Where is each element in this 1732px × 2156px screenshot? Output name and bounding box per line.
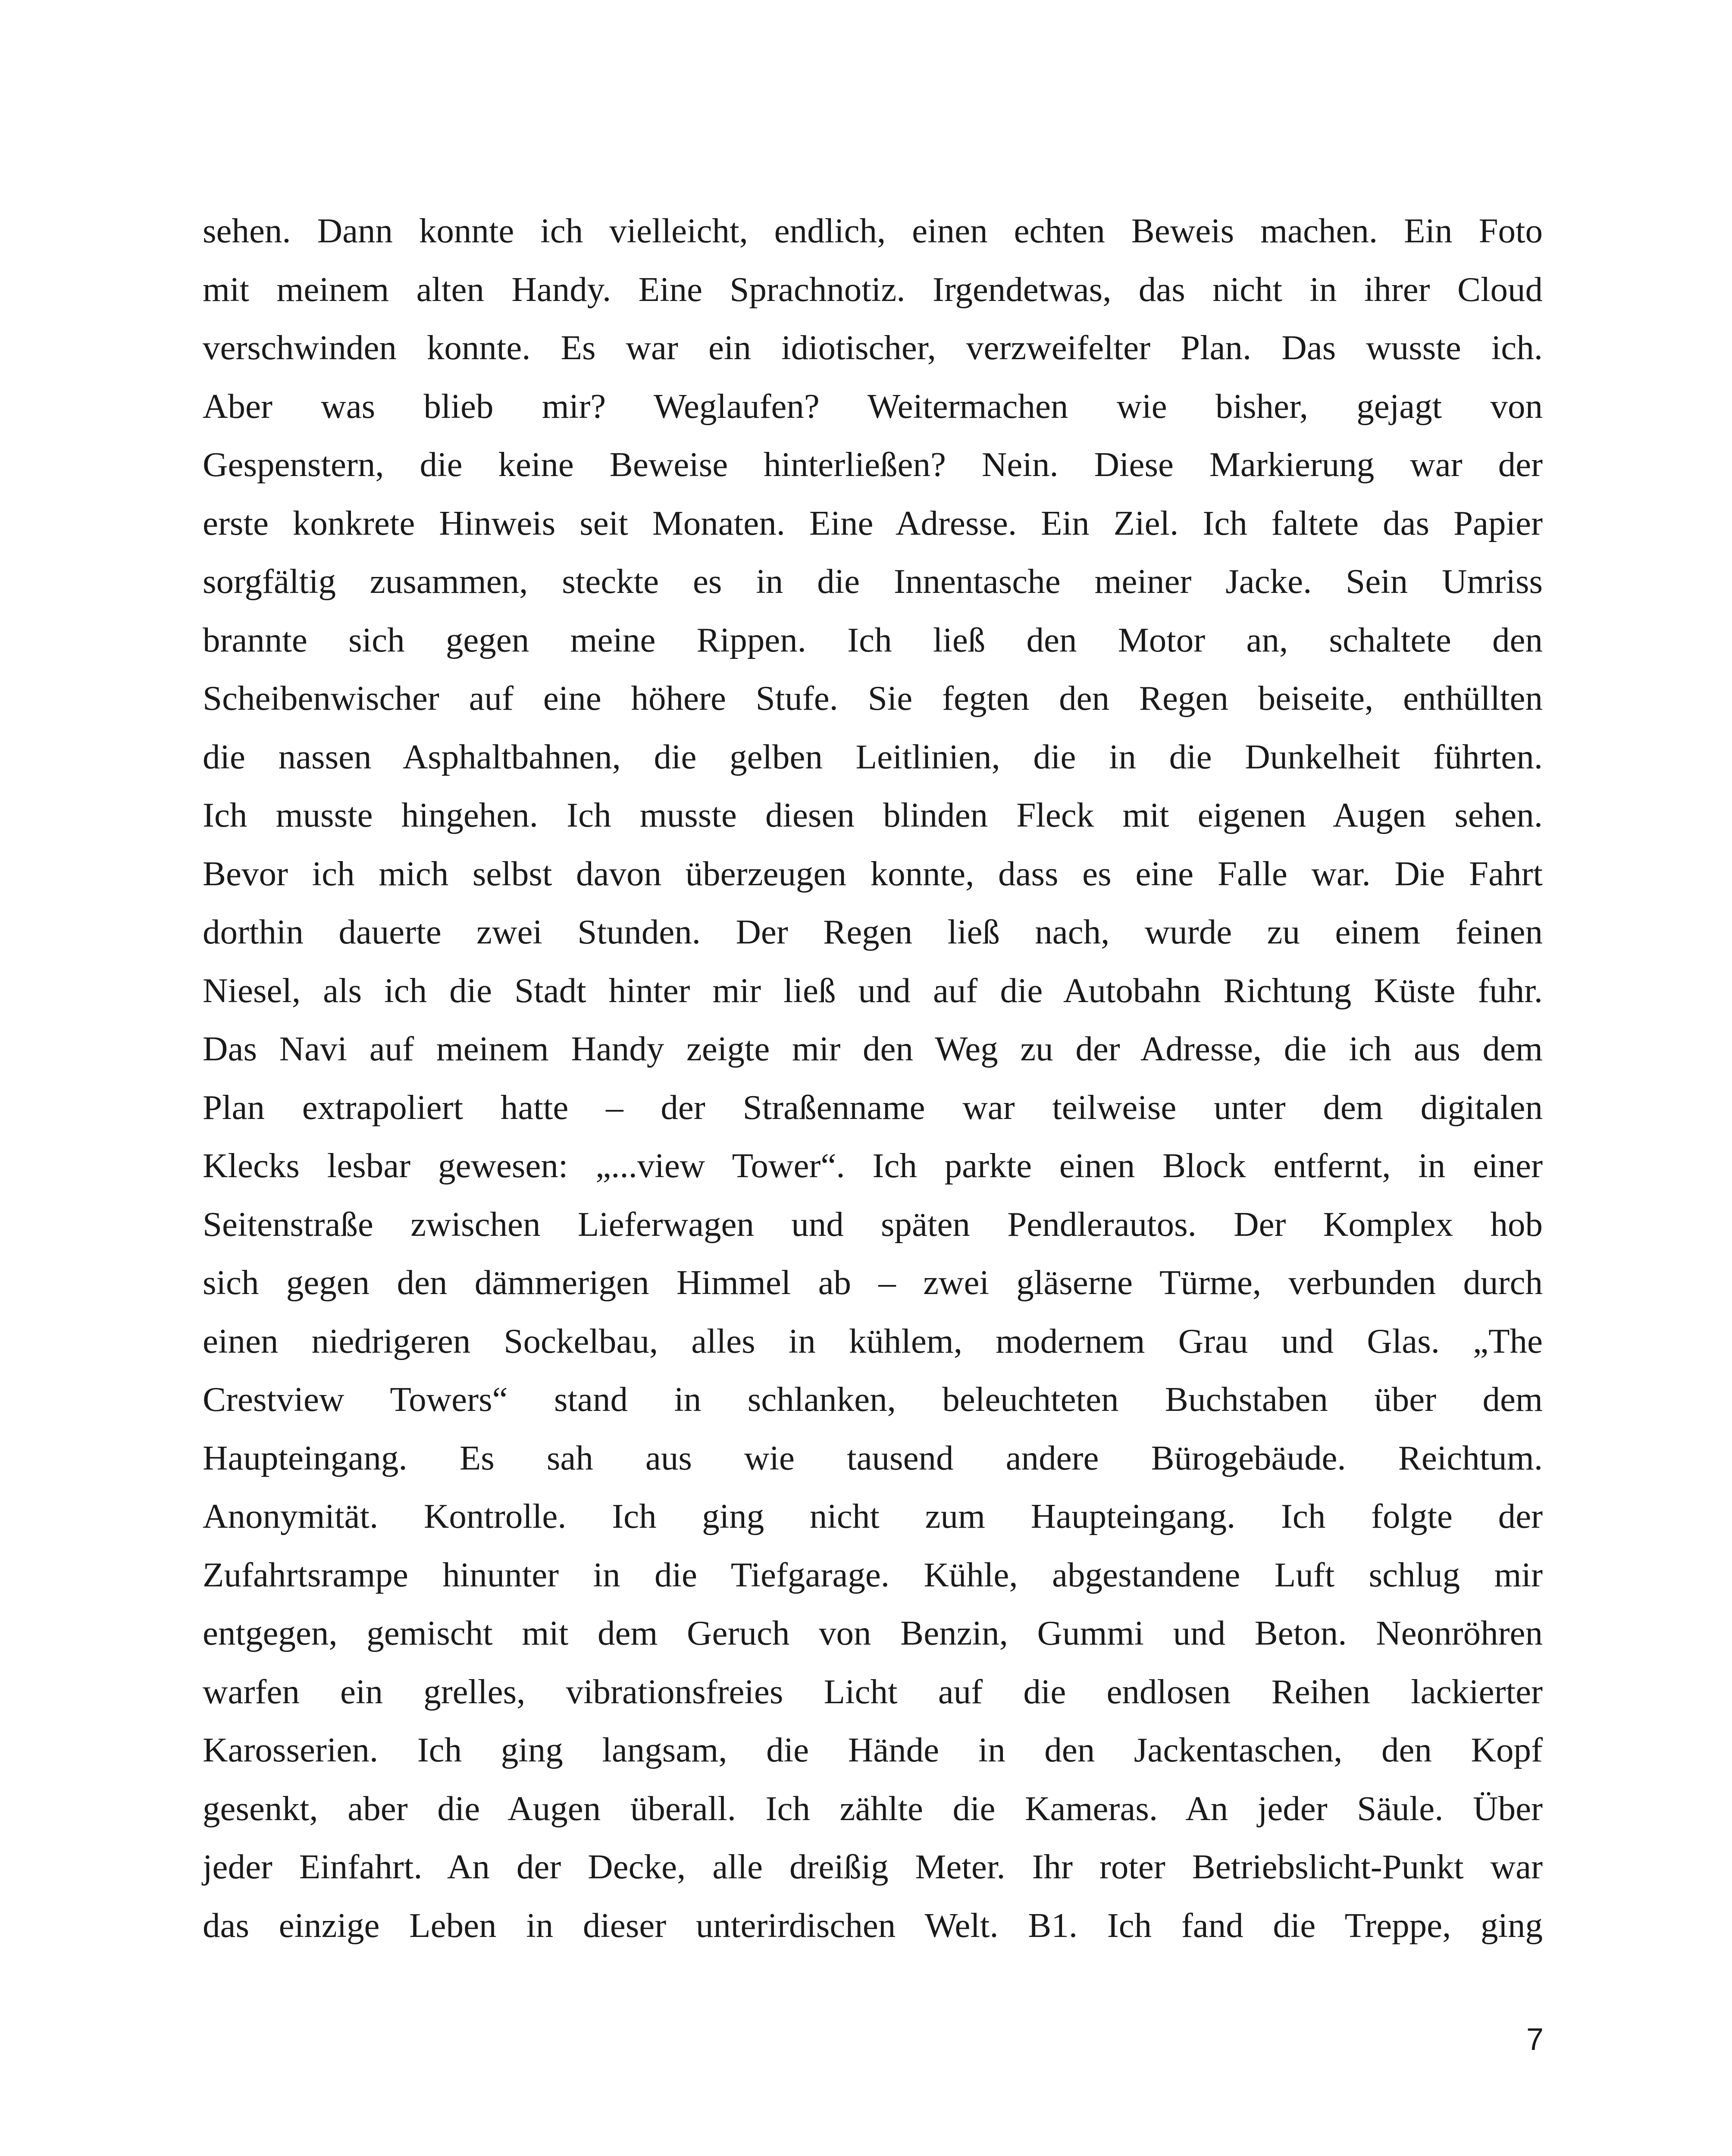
text-line: Klecks lesbar gewesen: „...view Tower“. Ich parkte einen Block entfernt, in einer bbox=[203, 1146, 1543, 1185]
text-line: Anonymität. Kontrolle. Ich ging nicht zum Haupteingang. Ich folgte der bbox=[203, 1497, 1543, 1536]
text-line: Scheibenwischer auf eine höhere Stufe. Sie fegten den Regen beiseite, enthüllten bbox=[203, 679, 1543, 718]
text-line: brannte sich gegen meine Rippen. Ich ließ den Motor an, schaltete den bbox=[203, 620, 1543, 659]
text-line: sehen. Dann konnte ich vielleicht, endlich, einen echten Beweis machen. Ein Foto bbox=[203, 211, 1543, 250]
text-line: Crestview Towers“ stand in schlanken, beleuchteten Buchstaben über dem bbox=[203, 1380, 1543, 1419]
text-line: Karosserien. Ich ging langsam, die Hände in den Jackentaschen, den Kopf bbox=[203, 1730, 1543, 1769]
text-line: warfen ein grelles, vibrationsfreies Licht auf die endlosen Reihen lackierter bbox=[203, 1672, 1543, 1711]
text-line: die nassen Asphaltbahnen, die gelben Leitlinien, die in die Dunkelheit führten. bbox=[203, 737, 1543, 776]
text-line: verschwinden konnte. Es war ein idiotischer, verzweifelter Plan. Das wusste ich. bbox=[203, 328, 1543, 367]
text-line: Das Navi auf meinem Handy zeigte mir den Weg zu der Adresse, die ich aus dem bbox=[203, 1029, 1543, 1068]
page-number: 7 bbox=[1526, 2022, 1544, 2057]
text-line: gesenkt, aber die Augen überall. Ich zählte die Kameras. An jeder Säule. Über bbox=[203, 1789, 1543, 1828]
text-line: dorthin dauerte zwei Stunden. Der Regen ließ nach, wurde zu einem feinen bbox=[203, 912, 1543, 951]
text-line: entgegen, gemischt mit dem Geruch von Benzin, Gummi und Beton. Neonröhren bbox=[203, 1614, 1543, 1652]
text-line: Zufahrtsrampe hinunter in die Tiefgarage. Kühle, abgestandene Luft schlug mir bbox=[203, 1555, 1543, 1594]
body-text bbox=[203, 202, 1543, 1955]
text-line: einen niedrigeren Sockelbau, alles in kühlem, modernem Grau und Glas. „The bbox=[203, 1321, 1543, 1360]
text-line: Plan extrapoliert hatte – der Straßenname war teilweise unter dem digitalen bbox=[203, 1087, 1543, 1127]
text-line: Bevor ich mich selbst davon überzeugen konnte, dass es eine Falle war. Die Fahrt bbox=[203, 854, 1543, 893]
text-line: erste konkrete Hinweis seit Monaten. Eine Adresse. Ein Ziel. Ich faltete das Papier bbox=[203, 503, 1543, 542]
text-line: jeder Einfahrt. An der Decke, alle dreißig Meter. Ihr roter Betriebslicht-Punkt war bbox=[203, 1847, 1543, 1886]
text-line: Haupteingang. Es sah aus wie tausend andere Bürogebäude. Reichtum. bbox=[203, 1438, 1543, 1477]
text-line: das einzige Leben in dieser unterirdischen Welt. B1. Ich fand die Treppe, ging bbox=[203, 1905, 1543, 1945]
text-line: mit meinem alten Handy. Eine Sprachnotiz. Irgendetwas, das nicht in ihrer Cloud bbox=[203, 270, 1543, 309]
text-line: Ich musste hingehen. Ich musste diesen blinden Fleck mit eigenen Augen sehen. bbox=[203, 796, 1543, 834]
text-line: Seitenstraße zwischen Lieferwagen und späten Pendlerautos. Der Komplex hob bbox=[203, 1204, 1543, 1244]
text-line: Aber was blieb mir? Weglaufen? Weitermachen wie bisher, gejagt von bbox=[203, 386, 1543, 426]
text-line: Niesel, als ich die Stadt hinter mir ließ und auf die Autobahn Richtung Küste fuhr. bbox=[203, 971, 1543, 1010]
text-line: sorgfältig zusammen, steckte es in die Innentasche meiner Jacke. Sein Umriss bbox=[203, 562, 1543, 601]
text-line: sich gegen den dämmerigen Himmel ab – zwei gläserne Türme, verbunden durch bbox=[203, 1263, 1543, 1302]
text-line: Gespenstern, die keine Beweise hinterließen? Nein. Diese Markierung war der bbox=[203, 445, 1543, 484]
